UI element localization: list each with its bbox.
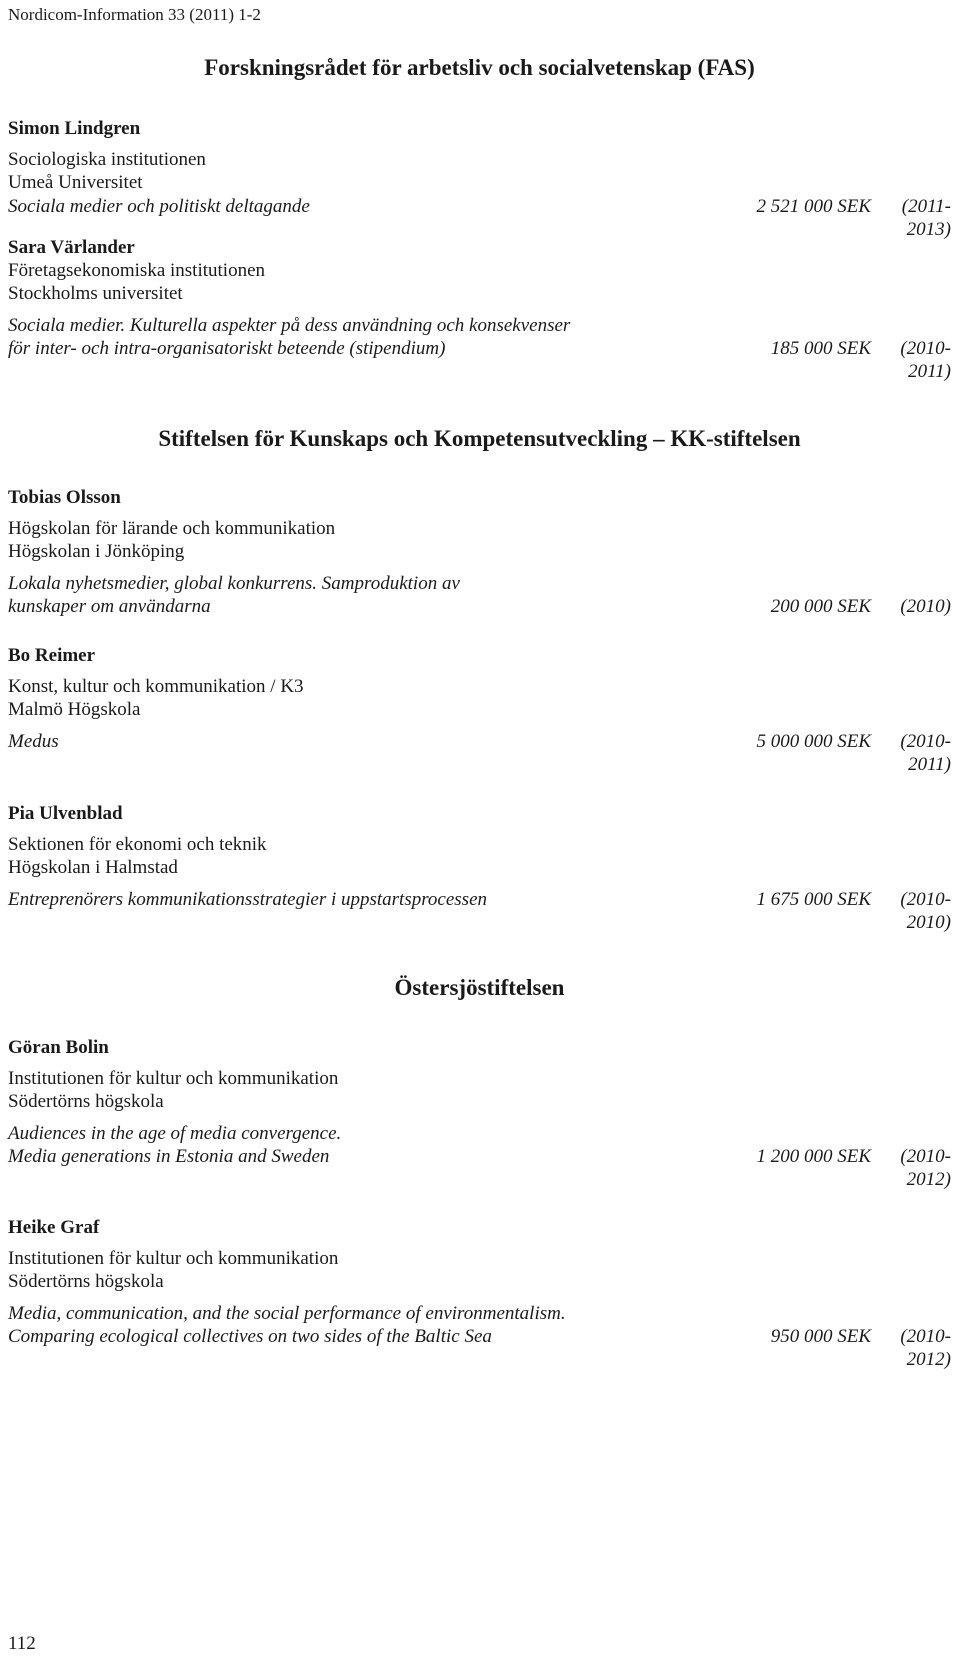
university: Umeå Universitet (8, 172, 143, 194)
section-kk-stiftelsen (8, 425, 951, 453)
project-title: Sociala medier. Kulturella aspekter på dess användning och konsekvenser för inter- och intra-organisatoriskt beteende (stipendium) (8, 314, 571, 359)
grant-period: (2010- 2010) (900, 888, 951, 933)
department: Konst, kultur och kommunikation / K3 (8, 676, 304, 698)
running-head: Nordicom-Information 33 (2011) 1-2 (8, 5, 261, 24)
page-number: 112 (8, 1633, 36, 1654)
department: Sociologiska institutionen (8, 149, 206, 171)
project-title: Audiences in the age of media convergence. Media generations in Estonia and Sweden (8, 1122, 342, 1167)
researcher-name: Heike Graf (8, 1217, 100, 1238)
department: Institutionen för kultur och kommunikation (8, 1248, 339, 1270)
grant-period: (2010) (900, 595, 951, 617)
project-title: Entreprenörers kommunikationsstrategier i uppstartsprocessen (8, 888, 488, 910)
university: Södertörns högskola (8, 1091, 164, 1113)
university: Malmö Högskola (8, 699, 141, 721)
section-title: Östersjöstiftelsen (394, 975, 565, 1000)
grant-entry (8, 802, 951, 934)
project-row (8, 888, 951, 934)
section-ostersjostiftelsen (8, 974, 951, 1002)
grant-period: (2010- 2012) (900, 1145, 951, 1191)
university: Högskolan i Halmstad (8, 857, 178, 879)
project-row (8, 730, 951, 776)
researcher-name: Göran Bolin (8, 1037, 109, 1058)
grant-period: (2010- 2012) (900, 1325, 951, 1371)
section-title: Forskningsrådet för arbetsliv och socialvetenskap (FAS) (204, 55, 755, 80)
university: Högskolan i Jönköping (8, 541, 185, 563)
grant-amount: 950 000 SEK (770, 1325, 871, 1347)
researcher-name: Tobias Olsson (8, 487, 121, 508)
project-title: Sociala medier och politiskt deltagande (8, 195, 310, 217)
grant-amount: 5 000 000 SEK (756, 730, 871, 752)
grant-entry (8, 644, 951, 776)
project-title: Lokala nyhetsmedier, global konkurrens. Samproduktion av kunskaper om användarna (8, 572, 460, 617)
grant-entry (8, 486, 951, 618)
grant-entry (8, 1216, 951, 1371)
grant-amount: 1 200 000 SEK (756, 1145, 871, 1167)
grant-period: (2010- 2011) (900, 337, 951, 383)
grant-amount: 200 000 SEK (770, 595, 871, 617)
researcher-name: Sara Värlander (8, 237, 135, 258)
department: Sektionen för ekonomi och teknik (8, 834, 267, 856)
university: Stockholms universitet (8, 283, 183, 305)
section-fas (8, 54, 951, 82)
grant-period: (2011- 2013) (901, 195, 951, 240)
grant-entry (8, 1036, 951, 1191)
grant-entry (8, 236, 951, 383)
grant-amount: 1 675 000 SEK (756, 888, 871, 910)
department: Högskolan för lärande och kommunikation (8, 518, 336, 540)
researcher-name: Simon Lindgren (8, 118, 141, 139)
grant-period: (2010- 2011) (900, 730, 951, 775)
university: Södertörns högskola (8, 1271, 164, 1293)
section-title: Stiftelsen för Kunskaps och Kompetensutveckling – KK-stiftelsen (158, 426, 801, 451)
grant-amount: 2 521 000 SEK (756, 195, 871, 217)
department: Företagsekonomiska institutionen (8, 260, 266, 282)
project-title: Medus (8, 730, 59, 752)
department: Institutionen för kultur och kommunikation (8, 1068, 339, 1090)
researcher-name: Pia Ulvenblad (8, 803, 123, 824)
project-row (8, 195, 951, 241)
researcher-name: Bo Reimer (8, 645, 96, 666)
grant-amount: 185 000 SEK (770, 337, 871, 359)
project-title: Media, communication, and the social performance of environmentalism. Comparing ecological collectives on two sides of the Baltic Sea (8, 1302, 566, 1347)
grant-entry (8, 117, 951, 241)
